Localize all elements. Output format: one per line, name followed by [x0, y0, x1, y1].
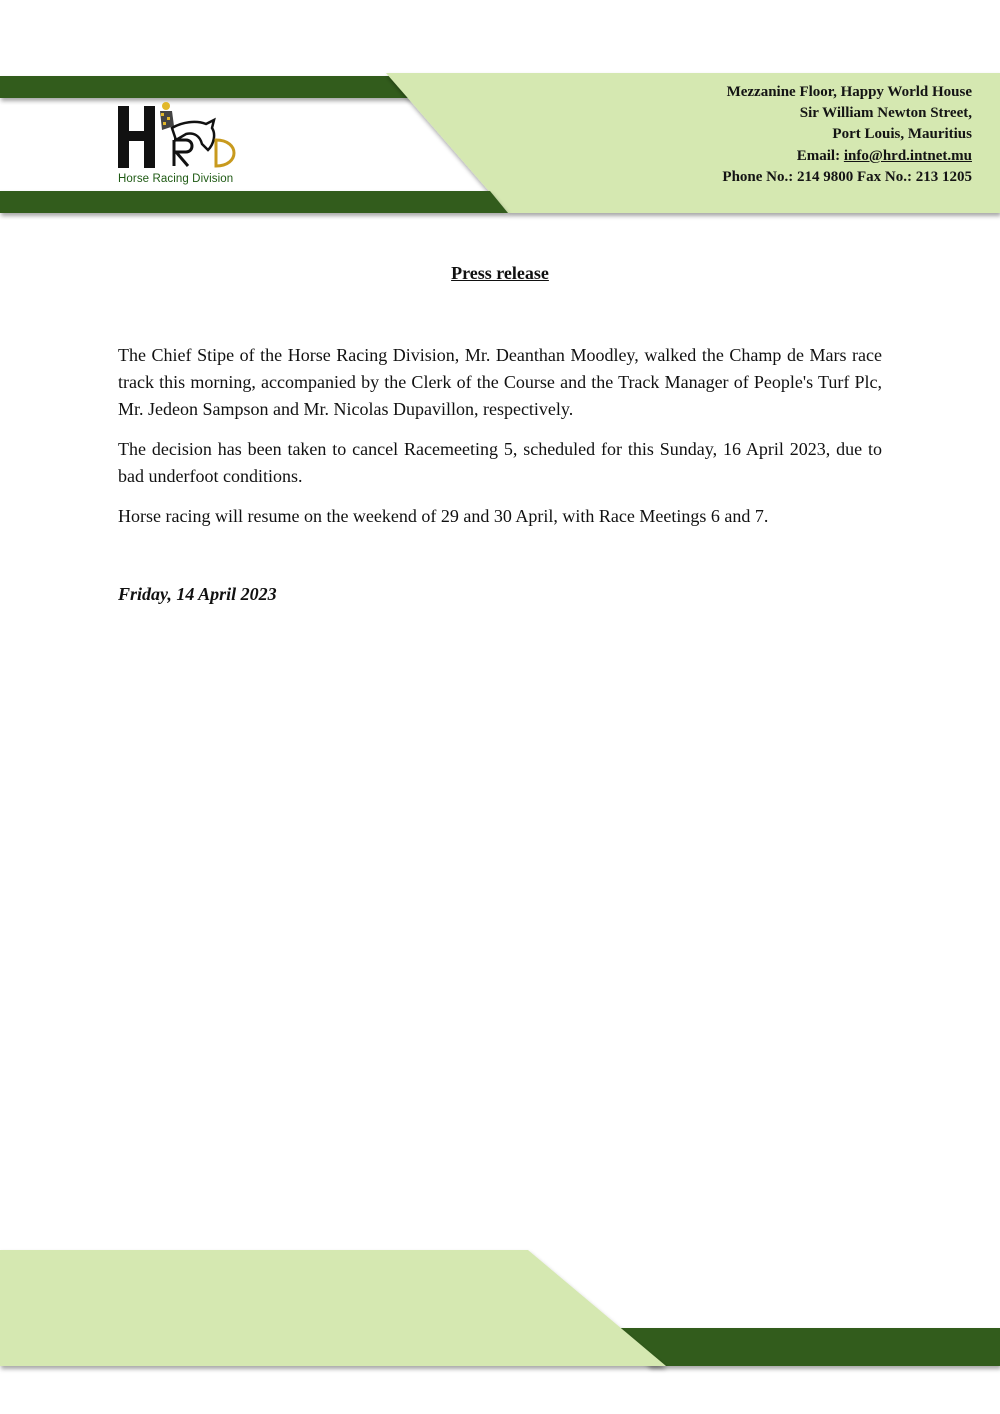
header-top-stripe	[0, 76, 412, 98]
footer-decoration	[0, 1240, 1000, 1380]
address-line-1: Mezzanine Floor, Happy World House	[726, 84, 972, 100]
email-line	[722, 146, 972, 167]
phone-fax-line: Phone No.: 214 9800 Fax No.: 213 1205	[722, 168, 972, 185]
address-line-3: Port Louis, Mauritius	[832, 126, 972, 143]
contact-details	[722, 82, 972, 188]
header-bottom-stripe	[0, 191, 508, 213]
press-release-body	[118, 342, 882, 543]
hrd-logo	[116, 100, 244, 190]
horse-racing-logo-icon	[116, 100, 244, 172]
paragraph: The decision has been taken to cancel Racemeeting 5, scheduled for this Sunday, 16 April 2023, due to bad underfoot conditions.	[118, 439, 882, 486]
footer-light-panel	[0, 1250, 666, 1366]
logo-caption: Horse Racing Division	[118, 173, 234, 185]
email-label: Email:	[796, 147, 841, 164]
paragraph: The Chief Stipe of the Horse Racing Division, Mr. Deanthan Moodley, walked the Champ de Mars race track this morning, accompanied by the Clerk of the Course and the Track Manager of People's Turf Plc, Mr. Jedeon Sampson and Mr. Nicolas Dupavillon, respectively.	[118, 345, 882, 419]
email-link[interactable]: info@hrd.intnet.mu	[843, 147, 972, 164]
paragraph: Horse racing will resume on the weekend of 29 and 30 April, with Race Meetings 6 and 7.	[118, 506, 769, 526]
page-title: Press release	[451, 263, 549, 283]
release-date: Friday, 14 April 2023	[118, 584, 277, 604]
letterhead-header	[0, 0, 1000, 230]
footer-dark-stripe	[612, 1328, 1000, 1366]
letterhead-footer	[0, 1240, 1000, 1380]
address-line-2: Sir William Newton Street,	[799, 105, 972, 122]
